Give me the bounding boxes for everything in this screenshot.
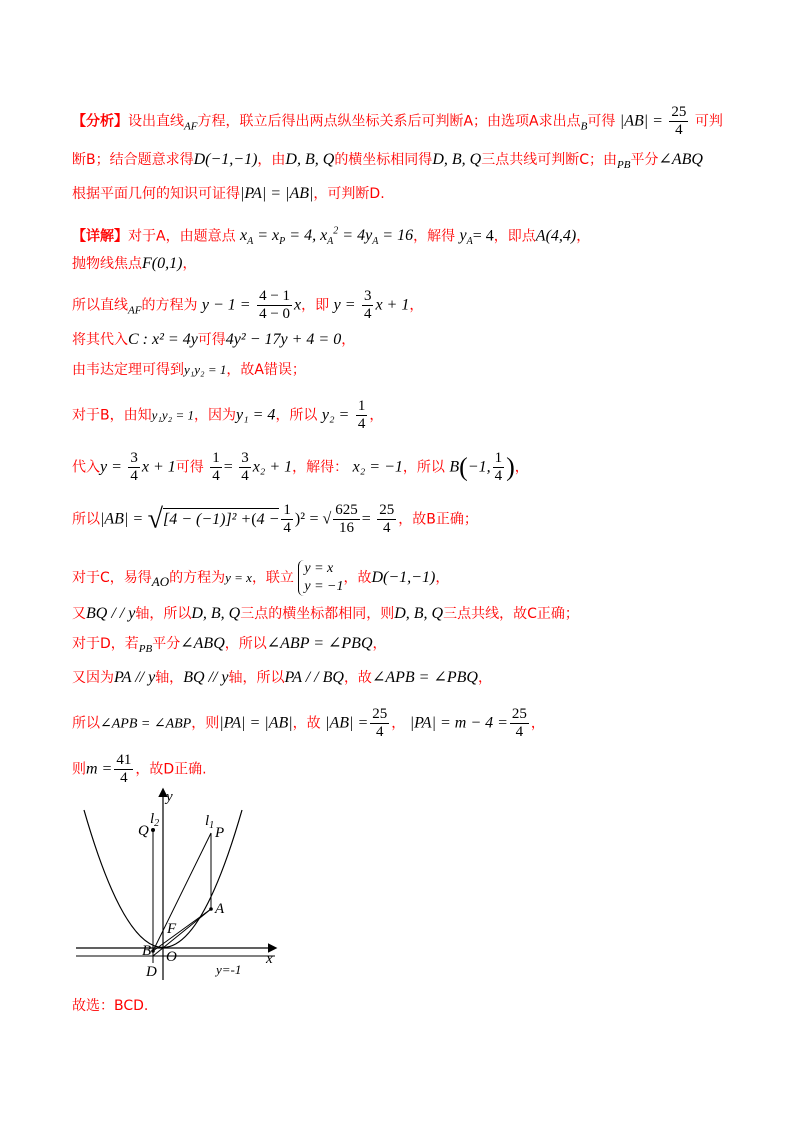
analysis-tag: 【分析】 — [72, 113, 128, 130]
detail-line-12: 又因为PA // y轴，BQ // y轴，所以PA / / BQ，故∠APB = ∠PBQ， — [72, 669, 492, 686]
point-A — [209, 907, 213, 911]
svg-text:B: B — [142, 943, 152, 959]
detail-line-7: 代入y = $\frac{3}{4}$ x + 1可得 $\frac{1}{4}$ = $\frac{3}{4}$ x₂ + 1，解得： x₂ = −1，所以 B(−1, $\frac{1}{4}$ )， — [72, 450, 529, 484]
detail-tag: 【详解】 — [72, 228, 128, 245]
chord-BA — [153, 909, 211, 951]
svg-text:x: x — [266, 951, 273, 967]
detail-line-11: 对于D，若$_{PB}$平分∠ABQ，所以∠ABP = ∠PBQ， — [72, 635, 387, 655]
detail-line-13: 所以∠APB = ∠ABP，则|PA| = |AB|，故 |AB| = $\frac{25}{4}$ ， |PA| = m − 4 = $\frac{25}{4}$ ， — [72, 706, 545, 740]
final-answer: 故选：BCD. — [72, 998, 149, 1014]
analysis-line-2: 断B；结合题意求得D(−1,−1)，由D, B, Q的横坐标相同得D, B, Q三点共线可判断C；由$_{PB}$平分∠ABQ — [72, 151, 703, 171]
svg-text:P: P — [215, 825, 225, 841]
svg-text:A: A — [215, 901, 225, 917]
detail-line-4: 将其代入C : x² = 4y可得4y² − 17y + 4 = 0， — [72, 331, 356, 348]
svg-text:Q: Q — [138, 823, 149, 839]
point-B — [151, 949, 155, 953]
detail-line-9: 对于C，易得AO的方程为y = x，联立 y = x y = −1 ，故D(−1,−1)， — [72, 561, 450, 594]
svg-text:y=-1: y=-1 — [216, 962, 242, 977]
detail-line-8: 所以|AB| = √[4 − (−1)]² +(4 − $\frac{1}{4}$ )² = √ $\frac{625}{16}$ = $\frac{25}{4}$ ，故B正确； — [72, 502, 478, 536]
analysis-line-1: 【分析】设出直线$_{AF}$方程，联立后得出两点纵坐标关系后可判断A；由选项A求出点$_B$可得 |AB| = $\frac{25}{4}$ 可判 — [72, 104, 723, 138]
svg-text:F: F — [167, 921, 177, 937]
detail-line-2: 抛物线焦点F(0,1)， — [72, 255, 197, 272]
parabola-figure — [70, 785, 280, 985]
detail-line-1: 【详解】对于A，由题意点 $x_A = x_P = 4$, $x_A^2 = 4y_A = 16$，解得 $y_A= 4$，即点A(4,4)， — [72, 226, 591, 248]
svg-text:y: y — [166, 789, 173, 805]
analysis-line-3: 根据平面几何的知识可证得|PA| = |AB|，可判断D. — [72, 185, 385, 202]
detail-line-6: 对于B，由知y₁y₂ = 1，因为y₁ = 4，所以 y₂ = $\frac{1}{4}$ ， — [72, 398, 384, 432]
detail-line-3: 所以直线$_{AF}$的方程为 y − 1 = $\frac{4 - 1}{4 - 0}$ x，即 y = $\frac{3}{4}$ x + 1， — [72, 288, 424, 322]
svg-text:D: D — [146, 964, 157, 980]
detail-line-14: 则m = $\frac{41}{4}$ ，故D正确. — [72, 752, 207, 786]
svg-text:l2: $l_2$ — [150, 811, 160, 829]
detail-line-5: 由韦达定理可得到y₁y₂ = 1，故A错误； — [72, 362, 306, 378]
detail-line-10: 又BQ / / y轴，所以D, B, Q三点的横坐标都相同，则D, B, Q三点共线，故C正确； — [72, 605, 579, 622]
svg-text:l1: $l_1$ — [205, 813, 215, 831]
svg-text:O: O — [166, 949, 177, 965]
segment-BP — [153, 833, 211, 951]
